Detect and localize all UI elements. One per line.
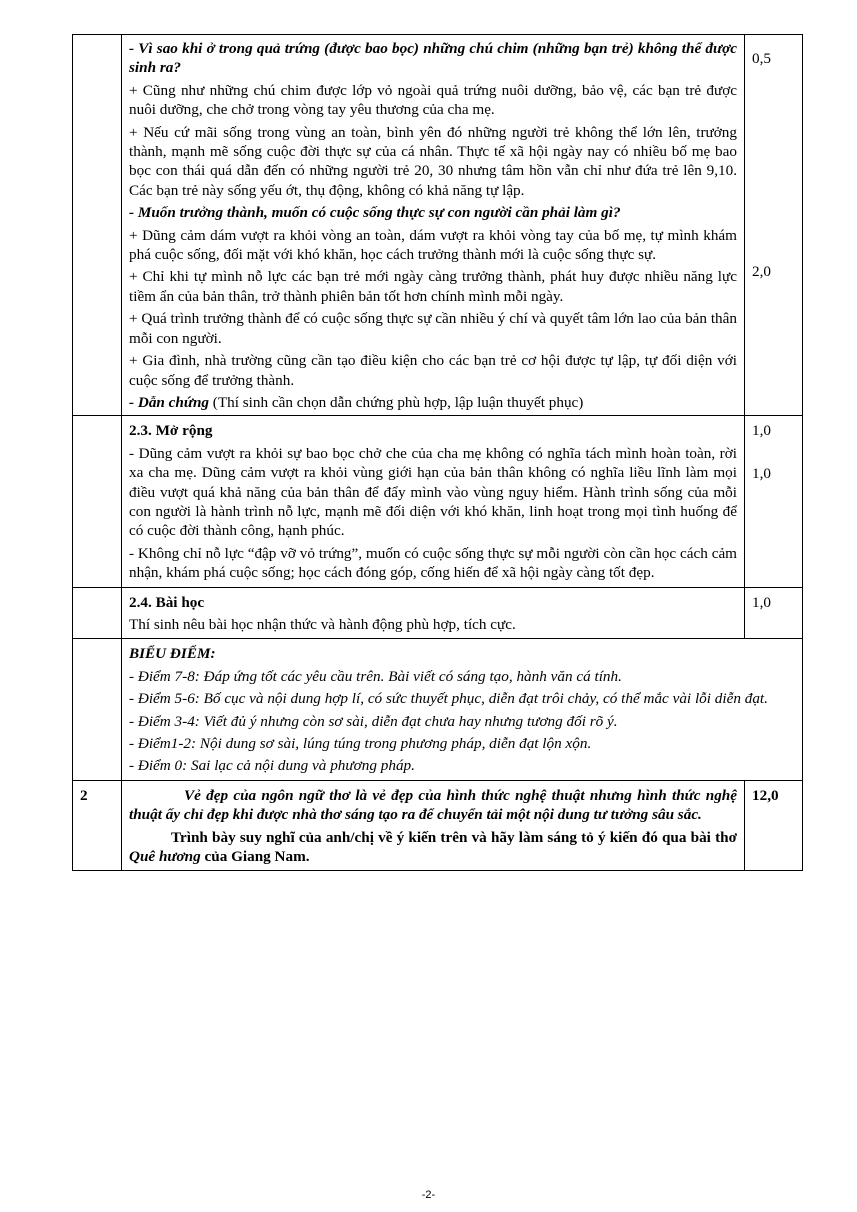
number-cell — [73, 780, 122, 871]
paragraph: + Chỉ khi tự mình nỗ lực các bạn trẻ mới ngày càng trưởng thành, phát huy được nhiều năng lực tiềm ẩn của bản thân, trở thành phiên bản tốt hơn chính mình mỗi ngày. — [129, 268, 737, 305]
grading-table — [72, 34, 803, 871]
table-row — [73, 639, 803, 780]
rubric-line: - Điểm 0: Sai lạc cả nội dung và phương pháp. — [129, 757, 415, 775]
rubric-heading: BIỂU ĐIỂM: — [129, 645, 216, 663]
paragraph: + Nếu cứ mãi sống trong vùng an toàn, bình yên đó những người trẻ không thể lớn lên, trưởng thành, mạnh mẽ sống cuộc đời thực sự của cá nhân. Thực tế xã hội ngày nay có nhiều bố mẹ bao bọc con thái quá dẫn đến có những người trẻ 20, 30 nhưng tâm hồn vẫn chỉ như đứa trẻ lên 9,10. Các bạn trẻ này sống yếu ớt, thụ động, không có khả năng tự lập. — [129, 123, 737, 199]
number-cell — [73, 587, 122, 639]
page-number: -2- — [421, 1189, 436, 1201]
content-cell — [122, 780, 745, 871]
score-cell — [745, 35, 803, 482]
table-row — [73, 587, 803, 639]
table-row — [73, 35, 803, 416]
question-1: - Vì sao khi ở trong quả trứng (được bao bọc) những chú chim (những bạn trẻ) không thể được sinh ra? — [129, 40, 737, 77]
number-cell — [73, 35, 122, 416]
score: 2,0 — [752, 263, 771, 280]
question-2: - Muốn trưởng thành, muốn có cuộc sống thực sự con người cần phải làm gì? — [129, 204, 621, 222]
evidence-label: - Dẫn chứng — [129, 393, 209, 411]
table-row — [73, 780, 803, 871]
paragraph: - Dũng cảm vượt ra khỏi sự bao bọc chở che của cha mẹ không có nghĩa tách mình hoàn toàn, rời xa cha mẹ. Dũng cảm vượt ra khỏi vùng giới hạn của bản thân không có nghĩa liều lĩnh làm mọi điều vượt quá khả năng của bản thân để đẩy mình vào vùng nguy hiểm. Hành trình sống của mỗi con người là hành trình nỗ lực, mạnh mẽ đối diện với khó khăn, linh hoạt trong mọi tình huống để có cuộc đời thành công, hạnh phúc. — [129, 444, 737, 540]
rubric-cell — [122, 639, 803, 780]
number-cell — [73, 639, 122, 780]
content-cell — [122, 416, 745, 587]
table-row — [73, 416, 803, 587]
score-cell — [745, 416, 803, 587]
score: 12,0 — [752, 786, 779, 804]
score: 1,0 — [752, 593, 771, 611]
number-cell — [73, 416, 122, 587]
evidence-line — [129, 393, 737, 412]
question-number: 2 — [80, 786, 88, 804]
content-cell — [122, 587, 745, 639]
task — [129, 828, 737, 867]
quote: Vẻ đẹp của ngôn ngữ thơ là vẻ đẹp của hình thức nghệ thuật nhưng hình thức nghệ thuật ấy chỉ đẹp khi được nhà thơ sáng tạo ra để chuyển tải một nội dung tư tưởng sâu sắc. — [129, 786, 737, 824]
score-cell — [745, 780, 803, 871]
content-cell — [122, 35, 745, 416]
score-cell — [745, 587, 803, 639]
section-heading: 2.4. Bài học — [129, 593, 205, 611]
paragraph: Thí sinh nêu bài học nhận thức và hành động phù hợp, tích cực. — [129, 615, 516, 633]
rubric-line: - Điểm 7-8: Đáp ứng tốt các yêu cầu trên. Bài viết có sáng tạo, hành văn cá tính. — [129, 667, 622, 685]
score: 1,0 — [752, 465, 771, 482]
score: 1,0 — [752, 422, 771, 440]
rubric-line: - Điểm1-2: Nội dung sơ sài, lúng túng trong phương pháp, diễn đạt lộn xộn. — [129, 735, 592, 752]
task-text: của Giang Nam. — [200, 848, 310, 866]
paragraph: + Quá trình trưởng thành để có cuộc sống thực sự cần nhiều ý chí và quyết tâm lớn lao của bản thân mỗi con người. — [129, 310, 737, 347]
paragraph: + Dũng cảm dám vượt ra khỏi vòng an toàn, dám vượt ra khỏi vòng tay của bố mẹ, tự mình khám phá cuộc sống, đối mặt với khó khăn, học cách trưởng thành mới là cuộc sống thực sự. — [129, 226, 737, 264]
paragraph: - Không chỉ nỗ lực “đập vỡ vỏ trứng”, muốn có cuộc sống thực sự mỗi người còn cần học cách cảm nhận, khám phá cuộc sống; học cách đóng góp, cống hiến để xã hội ngày càng tốt đẹp. — [129, 544, 737, 582]
paragraph: + Cũng như những chú chim được lớp vỏ ngoài quả trứng nuôi dưỡng, bảo vệ, các bạn trẻ được nuôi dưỡng, che chở trong vòng tay yêu thương của cha mẹ. — [129, 81, 737, 119]
score: 0,5 — [752, 50, 771, 67]
poem-title: Quê hương — [129, 848, 201, 866]
section-heading: 2.3. Mở rộng — [129, 422, 213, 440]
paragraph: + Gia đình, nhà trường cũng cần tạo điều kiện cho các bạn trẻ cơ hội được tự lập, tự đối diện với cuộc sống để trưởng thành. — [129, 352, 737, 389]
rubric-line: - Điểm 5-6: Bố cục và nội dung hợp lí, có sức thuyết phục, diễn đạt trôi chảy, có thể mắc vài lỗi diễn đạt. — [129, 690, 768, 708]
task-text: Trình bày suy nghĩ của anh/chị về ý kiến trên và hãy làm sáng tỏ ý kiến đó qua bài thơ — [171, 828, 737, 846]
evidence-text: (Thí sinh cần chọn dẫn chứng phù hợp, lập luận thuyết phục) — [209, 393, 584, 411]
rubric-line: - Điểm 3-4: Viết đủ ý nhưng còn sơ sài, diễn đạt chưa hay nhưng tương đối rõ ý. — [129, 712, 618, 730]
